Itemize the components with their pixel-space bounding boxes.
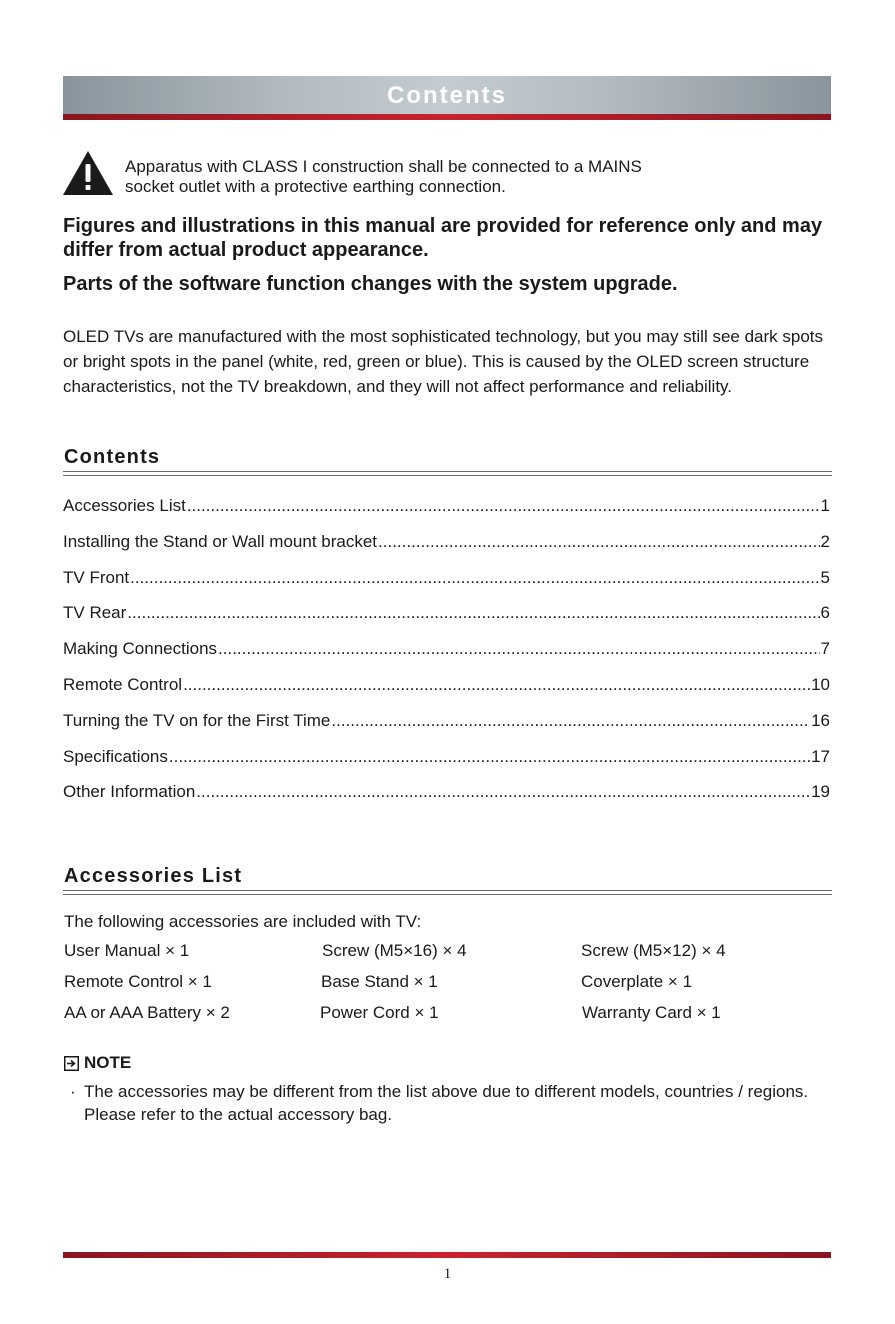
accessories-intro: The following accessories are included with TV: — [64, 912, 422, 931]
page-header-banner — [63, 76, 831, 114]
accessories-row — [64, 972, 824, 1003]
accessory-item: Screw (M5×16) × 4 — [322, 941, 467, 960]
header-rule — [63, 114, 831, 120]
note-bullet: · — [70, 1082, 76, 1101]
toc-entry-title: Making Connections — [63, 639, 218, 659]
note-arrow-icon — [64, 1056, 79, 1071]
toc-leader-dots — [196, 782, 810, 802]
accessories-rule — [63, 890, 832, 895]
note-item — [70, 1080, 840, 1126]
toc-entry-title: Specifications — [63, 746, 168, 766]
toc-entry-page: 1 — [820, 496, 830, 515]
accessories-grid — [64, 941, 824, 1034]
toc-entry-tv-rear[interactable] — [63, 603, 830, 639]
toc-entry-page: 6 — [820, 603, 830, 623]
accessory-item: Base Stand × 1 — [321, 972, 438, 991]
toc-entry-title: Remote Control — [63, 674, 183, 694]
toc-entry-title: TV Rear — [63, 603, 127, 623]
accessory-item: Coverplate × 1 — [581, 972, 693, 991]
toc-entry-specifications[interactable] — [63, 747, 830, 783]
toc-entry-title: Turning the TV on for the First Time — [63, 710, 331, 730]
toc-leader-dots — [331, 711, 810, 731]
toc-entry-title: Installing the Stand or Wall mount bracket — [63, 531, 378, 551]
toc-entry-title: Accessories List — [63, 496, 186, 515]
toc-entry-page: 2 — [820, 531, 830, 551]
toc-entry-title: TV Front — [63, 567, 130, 587]
toc-leader-dots — [130, 568, 819, 588]
table-of-contents — [63, 496, 830, 818]
accessories-row — [64, 1003, 824, 1034]
toc-leader-dots — [183, 675, 810, 695]
note-item-text: The accessories may be different from the list above due to different models, countries / regions. Please refer to the actual accessory bag. — [84, 1082, 809, 1124]
toc-entry-connections[interactable] — [63, 639, 830, 675]
toc-entry-page: 10 — [811, 674, 830, 694]
warning-triangle-icon — [62, 150, 114, 196]
warning-line-1: Apparatus with CLASS I construction shall be connected to a MAINS — [125, 157, 642, 176]
toc-entry-page: 16 — [811, 710, 830, 730]
warning-line-2: socket outlet with a protective earthing connection. — [125, 177, 506, 196]
toc-leader-dots — [378, 532, 820, 552]
page-number: 1 — [443, 1266, 452, 1282]
accessories-row — [64, 941, 824, 972]
toc-entry-installing[interactable] — [63, 532, 830, 568]
toc-entry-remote[interactable] — [63, 675, 830, 711]
toc-leader-dots — [169, 747, 810, 767]
toc-entry-page: 7 — [820, 639, 830, 659]
toc-leader-dots — [127, 603, 819, 623]
accessories-heading: Accessories List — [64, 865, 243, 887]
toc-leader-dots — [187, 496, 820, 516]
toc-entry-title: Other Information — [63, 782, 196, 802]
accessory-item: User Manual × 1 — [64, 941, 190, 960]
toc-entry-first-time[interactable] — [63, 711, 830, 747]
footer-rule — [63, 1252, 831, 1258]
toc-entry-tv-front[interactable] — [63, 568, 830, 604]
toc-entry-page: 17 — [811, 746, 830, 766]
accessory-item: Power Cord × 1 — [320, 1003, 439, 1022]
toc-entry-page: 5 — [820, 567, 830, 587]
contents-heading: Contents — [64, 446, 161, 468]
notice-reference: Figures and illustrations in this manual are provided for reference only and may differ from actual product appearance. — [63, 215, 823, 261]
accessory-item: Remote Control × 1 — [64, 972, 212, 991]
note-heading-label: NOTE — [84, 1053, 132, 1072]
notice-software: Parts of the software function changes with the system upgrade. — [63, 273, 678, 295]
toc-leader-dots — [218, 639, 820, 659]
accessory-item: AA or AAA Battery × 2 — [64, 1003, 230, 1022]
oled-paragraph: OLED TVs are manufactured with the most sophisticated technology, but you may still see dark spots or bright spots in the panel (white, red, green or blue). This is caused by the OLED screen structure characteristics, not the TV breakdown, and they will not affect performance and reliability. — [63, 327, 824, 396]
warning-text — [125, 157, 825, 197]
toc-entry-other-info[interactable] — [63, 782, 830, 818]
page-title: Contents — [387, 82, 507, 109]
accessory-item: Screw (M5×12) × 4 — [581, 941, 726, 960]
toc-entry-accessories[interactable] — [63, 496, 830, 532]
contents-rule — [63, 471, 832, 476]
toc-entry-page: 19 — [811, 782, 830, 802]
note-heading — [64, 1053, 131, 1073]
accessory-item: Warranty Card × 1 — [582, 1003, 721, 1022]
